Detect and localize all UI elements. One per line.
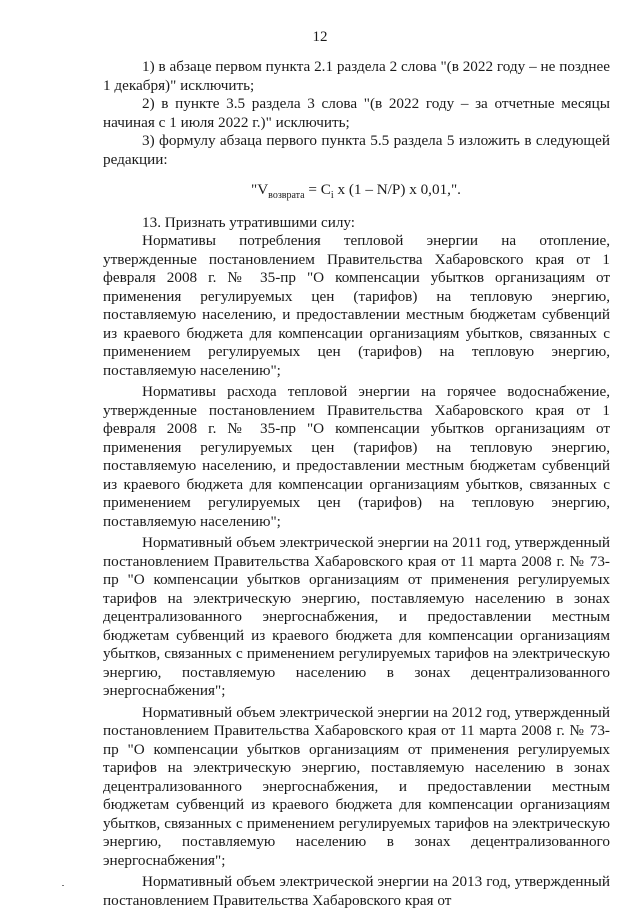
paragraph-item-13: 13. Признать утратившими силу: [142, 213, 356, 231]
formula [103, 181, 610, 200]
formula-subscript-i: i [330, 190, 334, 202]
paragraph-electricity-2012: Нормативный объем электрической энергии на 2012 год, утвержденный постановлением Правительства Хабаровского края от 11 марта 2008 г. № 73-пр "О компенсации убытков организациям от применения регулируемых тарифов на электрическую энергию, поставляемую населению в зонах децентрализованного энергоснабжения, и предоставлении местным бюджетам субвенций из краевого бюджета для компенсации организациям убытков, связанных с применением регулируемых тарифов на электрическую энергию, поставляемую населению в зонах децентрализованного энергоснабжения"; [103, 703, 610, 869]
page-number: 12 [312, 29, 328, 45]
paragraph-heating-norms: Нормативы потребления тепловой энергии на отопление, утвержденные постановлением Правительства Хабаровского края от 1 февраля 2008 г. № 35-пр "О компенсации убытков организациям от применения регулируемых цен (тарифов) на тепловую энергию, поставляемую населению, и предоставлении местным бюджетам субвенций из краевого бюджета для компенсации организациям убытков, связанных с применением регулируемых цен (тарифов) на тепловую энергию, поставляемую населению"; [103, 232, 610, 379]
scan-speck [62, 885, 64, 886]
document-body [103, 58, 610, 910]
paragraph-electricity-2013: Нормативный объем электрической энергии на 2013 год, утвержденный постановлением Правительства Хабаровского края от [103, 873, 610, 909]
formula-open: "V [251, 181, 269, 198]
formula-rest: x (1 – N/P) x 0,01,". [333, 181, 461, 198]
formula-subscript: возврата [268, 190, 305, 202]
paragraph-amendment-3: 3) формулу абзаца первого пункта 5.5 раздела 5 изложить в следующей редакции: [103, 132, 610, 168]
formula-middle: = C [304, 181, 331, 198]
paragraph-hot-water-norms: Нормативы расхода тепловой энергии на горячее водоснабжение, утвержденные постановлением Правительства Хабаровского края от 1 февраля 2008 г. № 35-пр "О компенсации убытков организациям от применения регулируемых цен (тарифов) на тепловую энергию, поставляемую населению, и предоставлении местным бюджетам субвенций из краевого бюджета для компенсации организациям убытков, связанных с применением регулируемых цен (тарифов) на тепловую энергию, поставляемую населению"; [103, 383, 610, 530]
paragraph-electricity-2011: Нормативный объем электрической энергии на 2011 год, утвержденный постановлением Правительства Хабаровского края от 11 марта 2008 г. № 73-пр "О компенсации убытков организациям от применения регулируемых тарифов на электрическую энергию, поставляемую населению в зонах децентрализованного энергоснабжения, и предоставлении местным бюджетам субвенций из краевого бюджета для компенсации организациям убытков, связанных с применением регулируемых тарифов на электрическую энергию, поставляемую населению в зонах децентрализованного энергоснабжения"; [103, 534, 610, 699]
paragraph-amendment-1: 1) в абзаце первом пункта 2.1 раздела 2 слова "(в 2022 году – не позднее 1 декабря)" исключить; [103, 58, 610, 94]
paragraph-amendment-2: 2) в пункте 3.5 раздела 3 слова "(в 2022 году – за отчетные месяцы начиная с 1 июля 2022 г.)" исключить; [103, 95, 610, 131]
